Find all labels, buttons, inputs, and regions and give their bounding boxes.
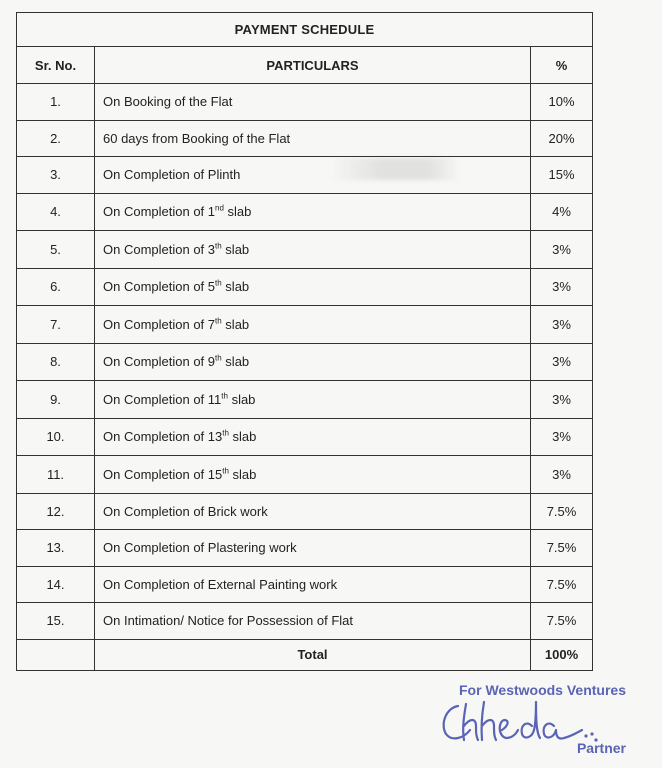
row-sr-no: 3. — [17, 157, 95, 194]
row-particulars — [95, 157, 531, 194]
partner-label: Partner — [576, 740, 626, 756]
particulars-tail: slab — [221, 316, 250, 332]
table-row — [17, 566, 593, 603]
row-sr-no: 7. — [17, 306, 95, 344]
row-sr-no: 15. — [17, 603, 95, 640]
row-sr-no: 2. — [17, 120, 95, 157]
row-particulars — [95, 268, 531, 306]
ordinal-suffix: th — [215, 316, 222, 326]
header-percent: % — [531, 47, 593, 84]
ordinal-suffix: nd — [215, 203, 224, 213]
table-row — [17, 530, 593, 567]
particulars-text: On Booking of the Flat — [103, 94, 233, 110]
row-particulars — [95, 381, 531, 419]
row-sr-no: 14. — [17, 566, 95, 603]
particulars-tail: slab — [221, 241, 250, 257]
particulars-text: On Completion of External Painting work — [103, 576, 338, 592]
particulars-text: On Completion of 1 — [103, 204, 216, 220]
title-row — [17, 13, 593, 47]
row-particulars — [95, 231, 531, 269]
row-particulars — [95, 193, 531, 231]
row-sr-no: 5. — [17, 231, 95, 269]
row-percent: 20% — [531, 120, 593, 157]
ordinal-suffix: th — [221, 391, 228, 401]
row-percent: 3% — [531, 268, 593, 306]
row-sr-no: 4. — [17, 193, 95, 231]
particulars-text: On Completion of 3 — [103, 241, 216, 257]
table-row — [17, 157, 593, 194]
particulars-text: On Completion of 9 — [103, 354, 216, 370]
row-percent: 3% — [531, 306, 593, 344]
particulars-tail: slab — [228, 466, 257, 482]
schedule-rows — [17, 84, 593, 640]
row-particulars — [95, 120, 531, 157]
row-particulars — [95, 603, 531, 640]
row-sr-no: 6. — [17, 268, 95, 306]
row-particulars — [95, 530, 531, 567]
particulars-text: On Completion of Plinth — [103, 167, 241, 183]
row-particulars — [95, 418, 531, 456]
particulars-text: On Completion of Brick work — [103, 503, 268, 519]
particulars-text: On Completion of 5 — [103, 279, 216, 295]
total-percent: 100% — [531, 639, 593, 670]
row-particulars — [95, 456, 531, 494]
for-company-text: For Westwoods Ventures — [459, 682, 626, 698]
row-percent: 3% — [531, 343, 593, 381]
row-sr-no: 9. — [17, 381, 95, 419]
particulars-text: On Completion of 11 — [103, 391, 222, 407]
table-row — [17, 343, 593, 381]
row-particulars — [95, 306, 531, 344]
header-particulars: PARTICULARS — [95, 47, 531, 84]
row-particulars — [95, 84, 531, 121]
row-sr-no: 1. — [17, 84, 95, 121]
particulars-text: On Completion of 7 — [103, 316, 216, 332]
row-particulars — [95, 493, 531, 530]
signature-block — [406, 678, 626, 762]
total-empty-cell — [17, 639, 95, 670]
table-row — [17, 381, 593, 419]
table-row — [17, 84, 593, 121]
row-percent: 10% — [531, 84, 593, 121]
table-row — [17, 493, 593, 530]
particulars-text: On Completion of 15 — [103, 466, 223, 482]
table-row — [17, 418, 593, 456]
row-particulars — [95, 343, 531, 381]
particulars-tail: slab — [221, 354, 250, 370]
row-percent: 7.5% — [531, 530, 593, 567]
row-percent: 3% — [531, 381, 593, 419]
ordinal-suffix: th — [215, 241, 222, 251]
row-percent: 7.5% — [531, 493, 593, 530]
particulars-text: On Intimation/ Notice for Possession of Flat — [103, 613, 353, 629]
table-row — [17, 120, 593, 157]
particulars-text: On Completion of 13 — [103, 429, 223, 445]
total-label: Total — [95, 639, 531, 670]
table-row — [17, 231, 593, 269]
particulars-tail: slab — [227, 391, 256, 407]
row-sr-no: 11. — [17, 456, 95, 494]
header-sr-no: Sr. No. — [17, 47, 95, 84]
table-title: PAYMENT SCHEDULE — [17, 13, 593, 47]
table-row — [17, 603, 593, 640]
row-percent: 3% — [531, 231, 593, 269]
row-sr-no: 8. — [17, 343, 95, 381]
ordinal-suffix: th — [222, 428, 229, 438]
particulars-tail: slab — [221, 279, 250, 295]
ordinal-suffix: th — [222, 466, 229, 476]
row-percent: 3% — [531, 456, 593, 494]
ordinal-suffix: th — [215, 278, 222, 288]
particulars-tail: slab — [223, 204, 252, 220]
row-percent: 3% — [531, 418, 593, 456]
row-percent: 7.5% — [531, 603, 593, 640]
particulars-text: On Completion of Plastering work — [103, 540, 297, 556]
header-row — [17, 47, 593, 84]
row-percent: 4% — [531, 193, 593, 231]
row-sr-no: 12. — [17, 493, 95, 530]
payment-schedule-table — [16, 12, 593, 671]
row-particulars — [95, 566, 531, 603]
table-row — [17, 193, 593, 231]
total-row — [17, 639, 593, 670]
table-row — [17, 306, 593, 344]
particulars-text: 60 days from Booking of the Flat — [103, 130, 291, 146]
row-percent: 7.5% — [531, 566, 593, 603]
ordinal-suffix: th — [215, 353, 222, 363]
row-sr-no: 10. — [17, 418, 95, 456]
row-percent: 15% — [531, 157, 593, 194]
table-row — [17, 268, 593, 306]
table-row — [17, 456, 593, 494]
row-sr-no: 13. — [17, 530, 95, 567]
particulars-tail: slab — [228, 429, 257, 445]
